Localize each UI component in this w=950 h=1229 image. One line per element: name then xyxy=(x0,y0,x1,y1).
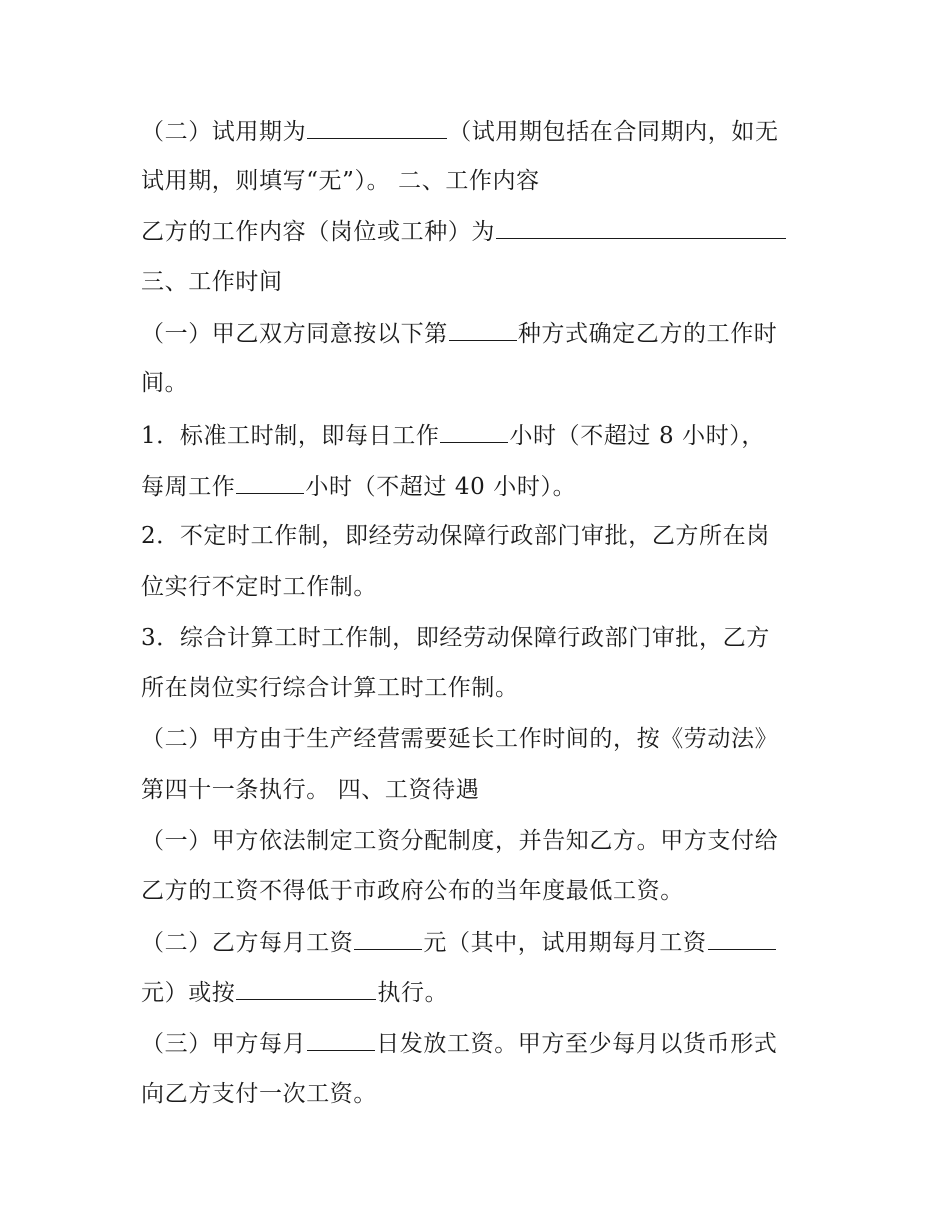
text-segment: 乙方的工作内容（岗位或工种）为 xyxy=(141,219,495,245)
work-time-method-line-end xyxy=(141,368,821,398)
text-segment: （一）甲乙双方同意按以下第 xyxy=(141,321,448,347)
section-heading-work-time xyxy=(141,267,821,297)
text-segment: 种方式确定乙方的工作时 xyxy=(517,321,778,347)
job-content-line xyxy=(141,216,821,246)
text-segment: （二）试用期为 xyxy=(141,119,307,145)
text-segment: 第四十一条执行。 四、工资待遇 xyxy=(141,777,480,803)
text-segment: （三）甲方每月 xyxy=(141,1031,307,1057)
probation-note-line xyxy=(141,166,821,196)
comprehensive-hours-line-end xyxy=(141,673,821,703)
standard-hours-line xyxy=(141,420,821,450)
wage-method-blank[interactable] xyxy=(236,977,376,1000)
minimum-wage-line xyxy=(141,876,821,906)
overtime-article-line xyxy=(141,775,821,805)
text-segment: 所在岗位实行综合计算工时工作制。 xyxy=(141,675,519,701)
text-segment: （一）甲方依法制定工资分配制度，并告知乙方。甲方支付给 xyxy=(141,828,779,854)
payday-line xyxy=(141,1028,821,1058)
weekly-hours-blank[interactable] xyxy=(236,471,304,494)
daily-hours-blank[interactable] xyxy=(440,420,508,443)
text-segment: 试用期，则填写“无”）。 二、工作内容 xyxy=(141,168,540,194)
text-segment: 位实行不定时工作制。 xyxy=(141,574,377,600)
flexible-hours-line-end xyxy=(141,572,821,602)
wage-method-line xyxy=(141,977,821,1007)
work-time-method-line xyxy=(141,318,821,348)
text-segment: 1．标准工时制，即每日工作 xyxy=(141,423,440,449)
text-segment: 三、工作时间 xyxy=(141,269,283,295)
job-content-blank[interactable] xyxy=(496,216,786,239)
probation-period-line xyxy=(141,116,821,146)
probation-wage-blank[interactable] xyxy=(708,927,776,950)
text-segment: 元（其中，试用期每月工资 xyxy=(423,930,707,956)
text-segment: 乙方的工资不得低于市政府公布的当年度最低工资。 xyxy=(141,878,684,904)
text-segment: 3．综合计算工时工作制，即经劳动保障行政部门审批，乙方 xyxy=(141,625,770,651)
monthly-wage-blank[interactable] xyxy=(354,927,422,950)
payday-blank[interactable] xyxy=(307,1028,375,1051)
probation-period-blank[interactable] xyxy=(307,116,447,139)
text-segment: 每周工作 xyxy=(141,474,236,500)
text-segment: 间。 xyxy=(141,370,189,396)
text-segment: 小时（不超过 8 小时）， xyxy=(509,423,765,449)
text-segment: 执行。 xyxy=(377,980,449,1006)
text-segment: 日发放工资。甲方至少每月以货币形式 xyxy=(376,1031,778,1057)
overtime-line xyxy=(141,724,821,754)
comprehensive-hours-line xyxy=(141,623,821,653)
work-time-method-blank[interactable] xyxy=(449,318,517,341)
text-segment: （二）甲方由于生产经营需要延长工作时间的，按《劳动法》 xyxy=(141,726,779,752)
text-segment: 元）或按 xyxy=(141,980,236,1006)
wage-system-line xyxy=(141,826,821,856)
text-segment: 向乙方支付一次工资。 xyxy=(141,1081,377,1107)
weekly-hours-line xyxy=(141,471,821,501)
text-segment: （试用期包括在合同期内，如无 xyxy=(448,119,779,145)
text-segment: 小时（不超过 40 小时）。 xyxy=(305,474,577,500)
payday-line-end xyxy=(141,1079,821,1109)
text-segment: 2．不定时工作制，即经劳动保障行政部门审批，乙方所在岗 xyxy=(141,523,770,549)
text-segment: （二）乙方每月工资 xyxy=(141,930,354,956)
flexible-hours-line xyxy=(141,521,821,551)
monthly-wage-line xyxy=(141,927,821,957)
